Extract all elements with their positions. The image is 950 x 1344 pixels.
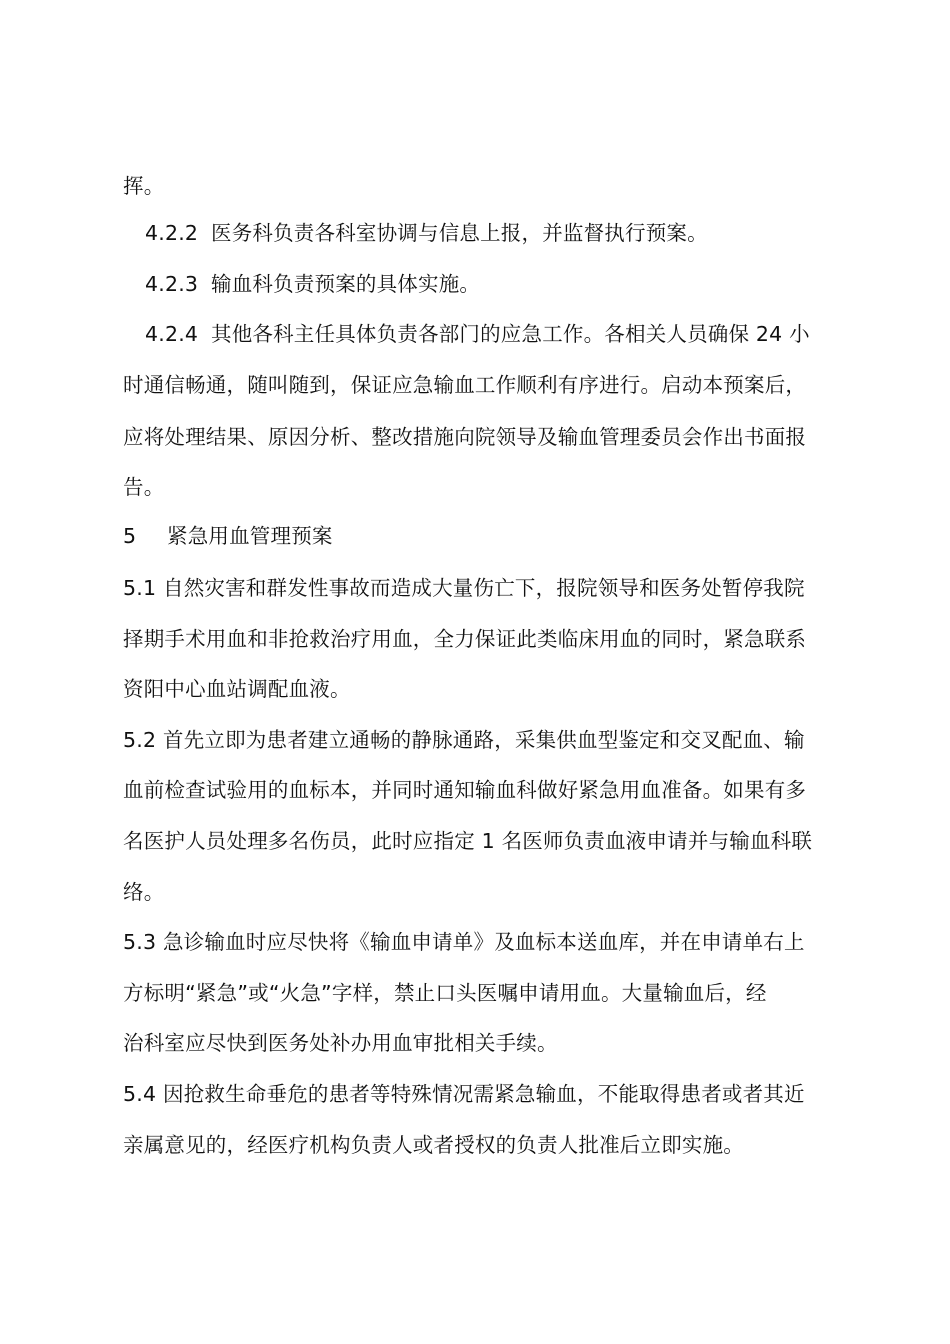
line-text: 挥。: [123, 174, 165, 198]
paragraph-line: [123, 626, 835, 652]
line-text: 亲属意见的，经医疗机构负责人或者授权的负责人批准后立即实施。: [123, 1133, 744, 1157]
line-text: 名医护人员处理多名伤员，此时应指定 1 名医师负责血液申请并与输血科联: [123, 829, 813, 853]
line-text: 资阳中心血站调配血液。: [123, 677, 351, 701]
paragraph-line: [123, 1132, 835, 1158]
section-number: 5.4: [123, 1082, 157, 1106]
paragraph-line: [123, 424, 835, 450]
line-text: 择期手术用血和非抢救治疗用血，全力保证此类临床用血的同时，紧急联系: [123, 627, 807, 651]
line-text: 应将处理结果、原因分析、整改措施向院领导及输血管理委员会作出书面报: [123, 425, 807, 449]
section-number: 5.3: [123, 930, 157, 954]
paragraph-line: [123, 1030, 835, 1056]
section-4-2-3: [145, 271, 835, 297]
line-text: 其他各科主任具体负责各部门的应急工作。各相关人员确保 24 小: [211, 322, 810, 346]
section-5-1: [123, 575, 835, 601]
paragraph-line: [123, 777, 835, 803]
section-4-2-2: [145, 220, 835, 246]
section-5-heading: [123, 523, 835, 549]
section-number: 5.2: [123, 728, 157, 752]
section-number: 4.2.4: [145, 322, 199, 346]
paragraph-line: [123, 980, 835, 1006]
line-text: 治科室应尽快到医务处补办用血审批相关手续。: [123, 1031, 558, 1055]
section-5-4: [123, 1081, 835, 1107]
line-text: 络。: [123, 880, 165, 904]
line-text: 急诊输血时应尽快将《输血申请单》及血标本送血库，并在申请单右上: [163, 930, 805, 954]
section-number: 4.2.2: [145, 221, 199, 245]
section-5-2: [123, 727, 835, 753]
section-4-2-4: [145, 321, 835, 347]
line-text: 血前检查试验用的血标本，并同时通知输血科做好紧急用血准备。如果有多: [123, 778, 807, 802]
paragraph-line: [123, 676, 835, 702]
line-text: 时通信畅通，随叫随到，保证应急输血工作顺利有序进行。启动本预案后，: [123, 373, 807, 397]
paragraph-line: [123, 173, 835, 199]
paragraph-line: [123, 372, 835, 398]
section-number: 5.1: [123, 576, 157, 600]
section-number: 4.2.3: [145, 272, 199, 296]
line-text: 医务科负责各科室协调与信息上报，并监督执行预案。: [211, 221, 708, 245]
line-text: 输血科负责预案的具体实施。: [211, 272, 481, 296]
line-text: 方标明“紧急”或“火急”字样，禁止口头医嘱申请用血。大量输血后，经: [123, 981, 767, 1005]
line-text: 告。: [123, 475, 165, 499]
line-text: 因抢救生命垂危的患者等特殊情况需紧急输血，不能取得患者或者其近: [163, 1082, 805, 1106]
paragraph-line: [123, 879, 835, 905]
section-heading: 紧急用血管理预案: [167, 524, 333, 548]
section-5-3: [123, 929, 835, 955]
line-text: 自然灾害和群发性事故而造成大量伤亡下，报院领导和医务处暂停我院: [163, 576, 805, 600]
line-text: 首先立即为患者建立通畅的静脉通路，采集供血型鉴定和交叉配血、输: [163, 728, 805, 752]
paragraph-line: [123, 828, 835, 854]
section-number: 5: [123, 524, 137, 548]
paragraph-line: [123, 474, 835, 500]
